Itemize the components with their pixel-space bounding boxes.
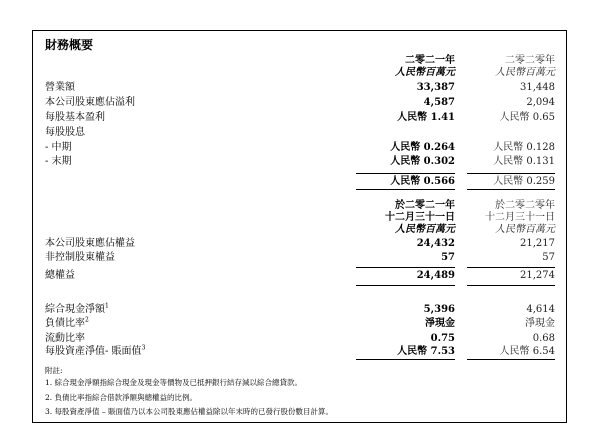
row-value-2020: 21,217 <box>520 238 555 249</box>
col2-date-header-line2: 十二月三十一日 <box>485 212 555 223</box>
col1-unit-header: 人民幣百萬元 <box>395 67 455 78</box>
footnote-ref: 2 <box>85 316 89 324</box>
row-label: 負債比率$^2$ <box>45 316 89 329</box>
row-value-2021: 5,396 <box>423 304 455 315</box>
footnote-item: 1. 綜合現金淨額指綜合現金及現金等價物及已抵押銀行結存減以綜合總貸款。 <box>45 378 303 387</box>
row-label: 本公司股東應佔溢利 <box>45 97 135 108</box>
row-value-2020: 31,448 <box>520 82 555 93</box>
page-title: 財務概要 <box>45 38 94 52</box>
dividend-total-2021: 人民幣 0.566 <box>390 176 455 187</box>
row-value-2021: 人民幣 7.53 <box>397 346 455 357</box>
row-value-2020: 2,094 <box>526 97 555 108</box>
row-label: - 末期 <box>45 156 72 167</box>
col1-year-header: 二零二一年 <box>405 55 455 66</box>
row-value-2021: 人民幣 1.41 <box>397 112 455 123</box>
summary-frame <box>32 30 567 423</box>
row-value-2021: 57 <box>441 252 455 263</box>
col2-date-header-line1: 於二零二零年 <box>495 200 555 211</box>
equity-divider-2021 <box>356 267 455 268</box>
row-value-2020: 21,274 <box>520 270 555 281</box>
col2-unit-header: 人民幣百萬元 <box>495 67 555 78</box>
col1-unit-header-2: 人民幣百萬元 <box>395 224 455 235</box>
row-label: 本公司股東應佔權益 <box>45 238 135 249</box>
total-underline-2020 <box>467 189 555 190</box>
row-label: 營業額 <box>45 82 75 93</box>
row-value-2020: 4,614 <box>526 304 555 315</box>
row-value-2021: 24,432 <box>416 238 455 249</box>
equity-underline-2020 <box>467 285 555 286</box>
row-value-2021: 淨現金 <box>425 318 455 329</box>
footnote-ref: 1 <box>105 302 109 310</box>
equity-divider-2020 <box>467 267 555 268</box>
row-value-2021: 人民幣 0.264 <box>390 142 455 153</box>
row-value-2020: 0.68 <box>532 333 555 344</box>
row-label: 流動比率 <box>45 333 85 344</box>
total-divider-2020 <box>467 173 555 174</box>
row-value-2020: 人民幣 0.131 <box>493 156 555 167</box>
equity-underline-2021 <box>356 285 455 286</box>
col1-date-header-line1: 於二零二一年 <box>395 200 455 211</box>
row-label: 總權益 <box>45 270 75 281</box>
col2-unit-header-2: 人民幣百萬元 <box>495 224 555 235</box>
footnote-item: 2. 負債比率指綜合借款淨額與總權益的比例。 <box>45 393 198 402</box>
row-value-2020: 人民幣 6.54 <box>499 346 555 357</box>
row-value-2020: 57 <box>542 252 555 263</box>
row-label: - 中期 <box>45 142 72 153</box>
total-divider-2021 <box>356 173 455 174</box>
col1-date-header-line2: 十二月三十一日 <box>385 212 455 223</box>
row-label: 每股資產淨值- 賬面值$^3$ <box>45 344 146 357</box>
row-value-2021: 0.75 <box>430 333 455 344</box>
dividend-total-2020: 人民幣 0.259 <box>493 176 555 187</box>
col2-year-header: 二零二零年 <box>505 55 555 66</box>
total-underline-2021 <box>356 189 455 190</box>
row-label: 每股基本盈利 <box>45 112 105 123</box>
row-value-2021: 24,489 <box>416 270 455 281</box>
row-label: 每股股息 <box>45 127 85 138</box>
row-value-2021: 4,587 <box>423 97 455 108</box>
row-value-2020: 淨現金 <box>525 318 555 329</box>
footnote-ref: 3 <box>141 344 146 352</box>
row-value-2021: 33,387 <box>416 82 455 93</box>
row-value-2021: 人民幣 0.302 <box>390 156 455 167</box>
row-value-2020: 人民幣 0.65 <box>499 112 555 123</box>
nav-underline-2020 <box>467 359 555 360</box>
row-value-2020: 人民幣 0.128 <box>493 142 555 153</box>
row-label: 綜合現金淨額$^1$ <box>45 302 109 315</box>
row-label: 非控制股東權益 <box>45 252 115 263</box>
footnote-item: 3. 每股資產淨值 – 賬面值乃以本公司股東應佔權益除以年末時的已發行股份數目計算。 <box>45 407 334 416</box>
notes-heading: 附註: <box>45 366 63 375</box>
nav-underline-2021 <box>356 359 455 360</box>
